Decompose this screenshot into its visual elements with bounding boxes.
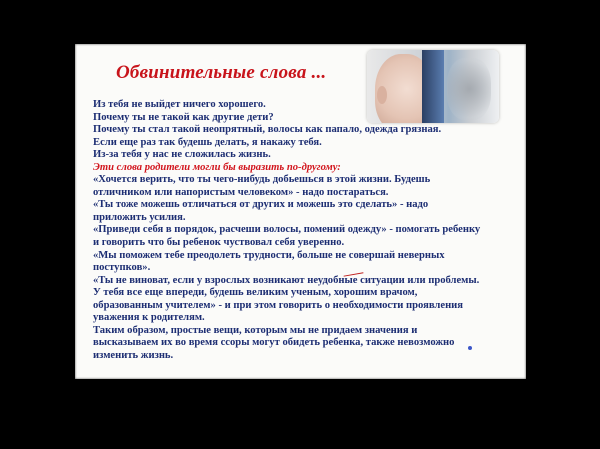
alternative-line: и говорить что бы ребенок чуствовал себя уверенно. (93, 237, 345, 249)
alternative-line: «Мы поможем тебе преодолеть трудности, больше не совершай неверных (93, 249, 445, 261)
accusation-line: Почему ты не такой как другие дети? (93, 111, 274, 123)
alternative-line: «Ты не виноват, если у взрослых возникают неудобные ситуации или проблемы. (93, 274, 480, 286)
alternative-line: «Приведи себя в порядок, расчеши волосы, помений одежду» - помогать ребенку (93, 224, 481, 236)
accusation-line: Из-за тебя у нас не сложилась жизнь. (93, 149, 271, 161)
subheading: Эти слова родители могли бы выразить по-другому: (93, 161, 341, 173)
accusation-line: Если еще раз так будешь делать, я накажу тебя. (93, 136, 322, 148)
accusation-line: Из тебя не выйдет ничего хорошего. (93, 99, 266, 110)
alternative-line: поступков». (93, 262, 151, 274)
pointer-dot (468, 346, 472, 350)
slide (75, 44, 526, 379)
alternative-line: приложить усилия. (93, 211, 186, 223)
accusation-line: Почему ты стал такой неопрятный, волосы как папало, одежда грязная. (93, 124, 442, 136)
alternative-line: «Ты тоже можешь отличаться от других и можешь это сделать» - надо (93, 199, 429, 211)
conclusion-line: изменить жизнь. (93, 349, 174, 361)
alternative-line: У тебя все еще впереди, будешь великим ученым, хорошим врачом, (93, 287, 418, 299)
conclusion-line: высказываем их во время ссоры могут обидеть ребенка, также невозможно (93, 337, 455, 349)
conclusion-line: Таким образом, простые вещи, которым мы не придаем значения и (93, 324, 418, 336)
alternative-line: уважения к родителям. (93, 312, 205, 324)
slide-title: Обвинительные слова ... (116, 62, 327, 83)
slide-body (93, 99, 518, 362)
alternative-line: образованным учителем» - и при этом говорить о необходимости проявления (93, 299, 464, 311)
alternative-line: отличником или напористым человеком» - надо постараться. (93, 186, 389, 198)
alternative-line: «Хочется верить, что ты чего-нибудь добьешься в этой жизни. Будешь (93, 174, 431, 186)
